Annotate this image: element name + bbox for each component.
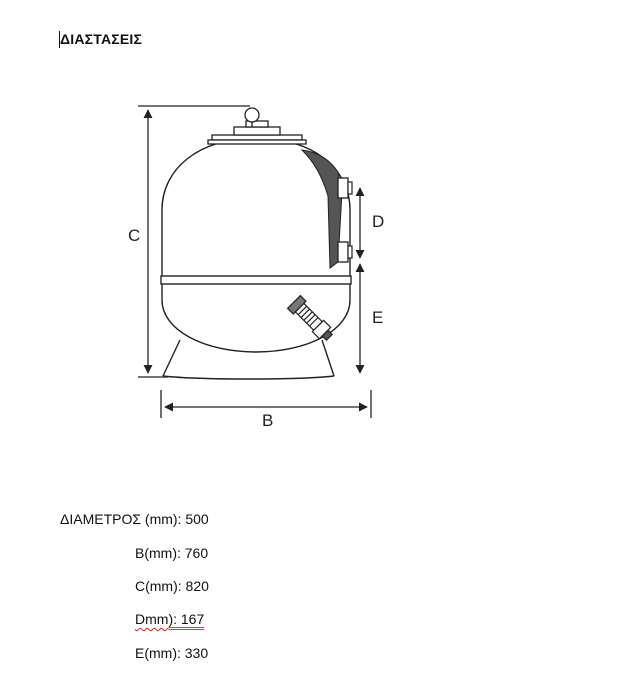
spec-c: C(mm): 820: [135, 578, 209, 594]
dimension-c-label: C: [128, 226, 141, 245]
spec-e: E(mm): 330: [135, 645, 209, 661]
spec-b: B(mm): 760: [135, 545, 209, 561]
dimension-e-label: E: [372, 308, 384, 327]
spellcheck-underlined-text[interactable]: Dmm: [135, 611, 169, 627]
grammar-underlined-text[interactable]: ): 167: [168, 611, 205, 627]
dimension-b-label: B: [262, 411, 274, 430]
dimension-d-label: D: [372, 212, 385, 231]
top-lid: [208, 108, 306, 144]
spec-diameter: ΔΙΑΜΕΤΡΟΣ (mm): 500: [60, 511, 209, 527]
section-heading: ΔΙΑΣΤΑΣΕΙΣ: [60, 31, 143, 47]
spec-d: [135, 611, 204, 627]
